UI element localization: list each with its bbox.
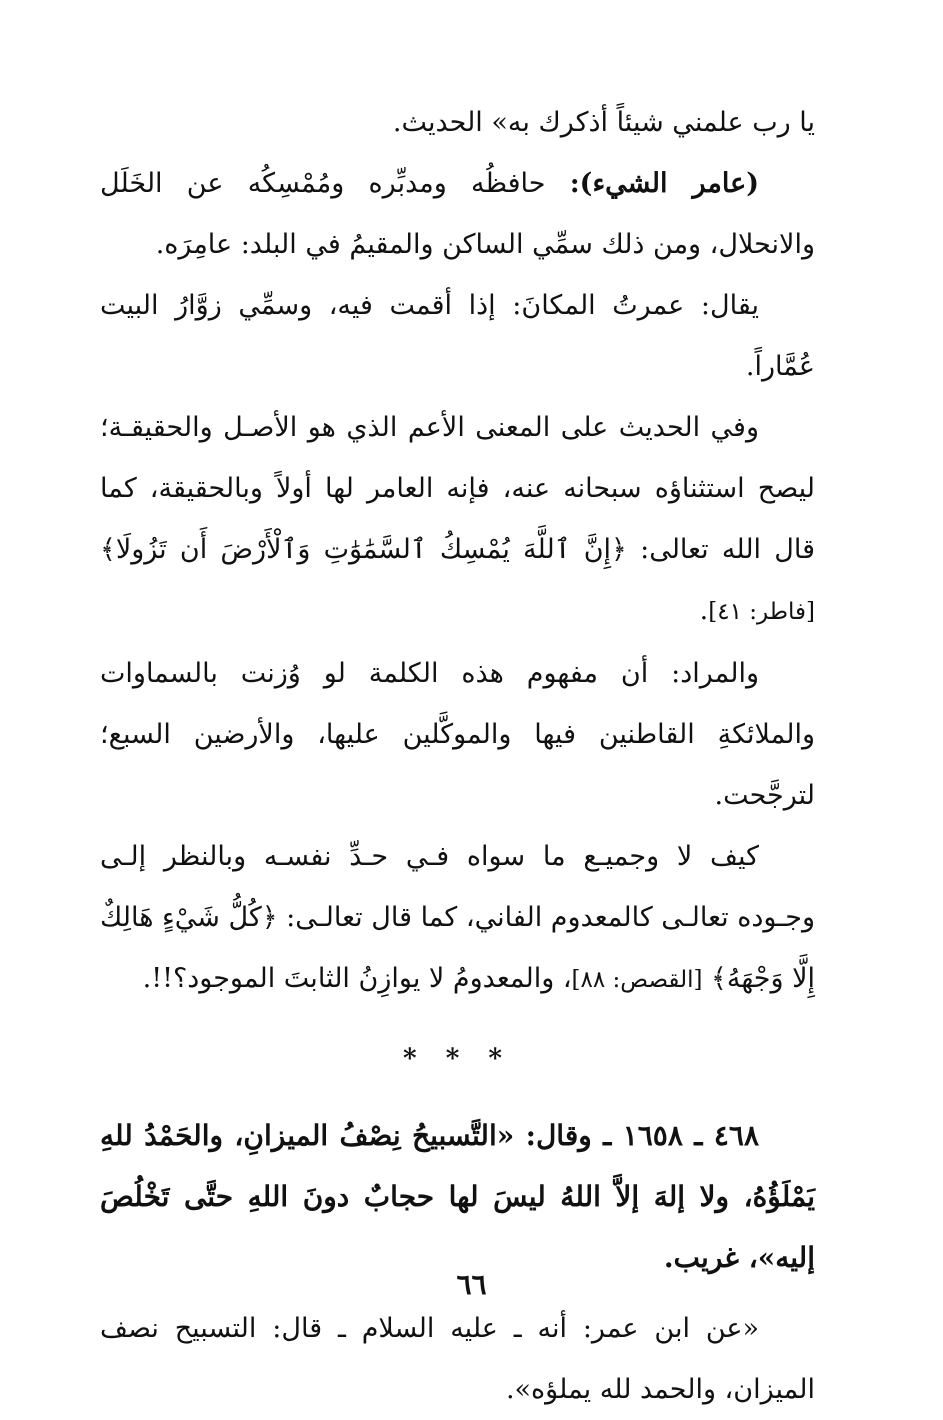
paragraph-4-text: وفي الحديث على المعنى الأعم الذي هو الأصـل والحقيقـة؛ ليصح استثناؤه سبحانه عنه، فإنه العامر لها أولاً وبالحقيقة، كما قال الله تعالى: <box>100 412 816 565</box>
paragraph-2 <box>100 153 815 275</box>
paragraph-5: والمراد: أن مفهوم هذه الكلمة لو وُزنت بالسماوات والملائكةِ القاطنين فيها والموكَّلين عليها، والأرضين السبع؛ لترجَّحت. <box>100 658 815 811</box>
verse-reference: [فاطر: ٤١] <box>708 599 815 625</box>
paragraph-6 <box>100 826 815 1011</box>
section-separator: * * * <box>403 1044 512 1074</box>
defined-term: (عامر الشيء): <box>569 168 759 199</box>
paragraph-6-end: ، والمعدومُ لا يوازِنُ الثابتَ الموجود؟!!. <box>142 963 572 994</box>
commentary-paragraph: «عن ابن عمر: أنه ـ عليه السلام ـ قال: التسبيح نصف الميزان، والحمد لله يملؤه». <box>100 1313 815 1405</box>
paragraph-6-text: كيف لا وجميـع ما سواه فـي حـدِّ نفسـه وبالنظر إلـى وجـوده تعالـى كالمعدوم الفاني، كما قال تعالـى: <box>100 841 816 933</box>
paragraph-4 <box>100 397 815 643</box>
quran-verse: ﴿إِنَّ ٱللَّهَ يُمْسِكُ ٱلسَّمَٰوَٰتِ وَٱلْأَرْضَ أَن تَزُولَا﴾ <box>100 534 627 565</box>
paragraph-3: يقال: عمرتُ المكانَ: إذا أقمت فيه، وسمِّي زوَّارُ البيت عُمَّاراً. <box>100 290 815 382</box>
paragraph-4-end: . <box>699 595 709 626</box>
page-body <box>100 92 815 1420</box>
page-number: ٦٦ <box>456 1268 487 1301</box>
hadith-text: ٤٦٨ ـ ١٦٥٨ ـ وقال: «التَّسبيحُ نِصْفُ الميزانِ، والحَمْدُ للهِ يَمْلَؤُهُ، ولا إلهَ إلاَّ اللهُ ليسَ لها حجابٌ دونَ اللهِ حتَّى تَخْلُصَ إليه»، غريب. <box>100 1119 815 1274</box>
quran-verse: ﴿كُلُّ شَيْءٍ هَالِكٌ إِلَّا وَجْهَهُ﴾ <box>100 902 815 994</box>
verse-reference: [القصص: ٨٨] <box>571 967 703 993</box>
paragraph-1: يا رب علمني شيئاً أذكرك به» الحديث. <box>392 107 815 138</box>
paragraph-2-text: حافظُه ومدبِّره ومُمْسِكُه عن الخَلَل والانحلال، ومن ذلك سمِّي الساكن والمقيمُ في البلد: عامِرَه. <box>100 168 815 260</box>
